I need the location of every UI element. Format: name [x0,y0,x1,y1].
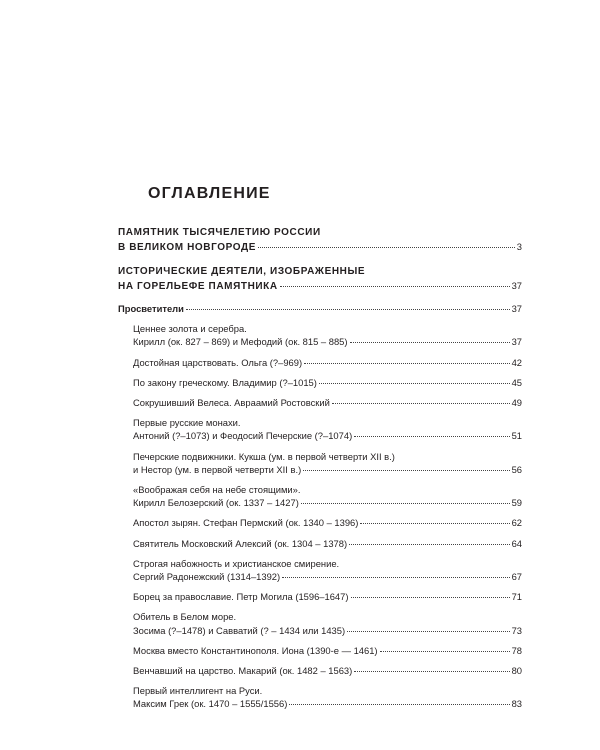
dot-leader [350,342,510,343]
page-number: 3 [516,241,522,252]
dot-leader [186,309,510,310]
page-number: 37 [511,303,522,314]
page-number: 45 [511,376,522,388]
entry-leader-row [133,516,522,529]
entry-title-line: Москва вместо Константинополя. Иона (1390-е — 1461) [133,644,378,656]
entry-leader-row [133,396,522,409]
page-number: 64 [511,537,522,549]
dot-leader [282,577,509,578]
dot-leader [380,651,510,652]
dot-leader [303,470,509,471]
dot-leader [289,704,509,705]
page-number: 67 [511,571,522,583]
toc-category [118,302,522,315]
page-number: 37 [511,336,522,348]
entry-title-line: Строгая набожность и христианское смирение. [133,557,340,569]
entry-title-line: ИСТОРИЧЕСКИЕ ДЕЯТЕЛИ, ИЗОБРАЖЕННЫЕ [118,266,366,277]
dot-leader [347,631,509,632]
page-number: 49 [511,397,522,409]
entry-leader-row [118,240,522,255]
dot-leader [349,544,509,545]
entry-leader-row [133,496,522,509]
page-number: 71 [511,591,522,603]
dot-leader [280,286,510,287]
toc-section [118,226,522,255]
entry-leader-row [133,624,522,637]
entry-title-line: НА ГОРЕЛЬЕФЕ ПАМЯТНИКА [118,281,278,292]
entry-title-line: Борец за православие. Петр Могила (1596–1647) [133,591,349,603]
page-title: ОГЛАВЛЕНИЕ [148,185,271,202]
toc-entry [118,322,522,348]
entry-leader-row [133,376,522,389]
entry-leader-row [118,302,522,315]
dot-leader [304,363,509,364]
toc-entry [118,376,522,389]
entry-leader-row [133,697,522,710]
entry-leader-row [133,644,522,657]
page-number: 80 [511,665,522,677]
toc-entry [118,644,522,657]
entry-title-line: Ценнее золота и серебра. [133,323,247,335]
entry-leader-row [133,664,522,677]
toc-entry [118,684,522,710]
entry-title-line: Печерские подвижники. Кукша (ум. в первой четверти XII в.) [133,450,395,462]
toc-entry [118,396,522,409]
toc-entry [118,557,522,583]
toc-entry [118,664,522,677]
entry-title-line: Зосима (?–1478) и Савватий (? – 1434 или 1435) [133,624,346,636]
dot-leader [332,403,510,404]
entry-title-line: «Воображая себя на небе стоящими». [133,484,301,496]
entry-title-line: Кирилл (ок. 827 – 869) и Мефодий (ок. 815 – 885) [133,336,348,348]
entry-title-line: Антоний (?–1073) и Феодосий Печерские (?–1074) [133,430,353,442]
toc-entry [118,590,522,603]
entry-title-line: Сокрушивший Велеса. Авраамий Ростовский [133,397,330,409]
entry-title-line: Кирилл Белозерский (ок. 1337 – 1427) [133,497,299,509]
page-number: 62 [511,517,522,529]
entry-title-line: По закону греческому. Владимир (?–1015) [133,376,317,388]
entry-title-line: В ВЕЛИКОМ НОВГОРОДЕ [118,242,257,253]
entry-title-line: Первый интеллигент на Руси. [133,685,263,697]
dot-leader [360,523,509,524]
entry-leader-row [133,590,522,603]
page-number: 83 [511,698,522,710]
dot-leader [354,436,509,437]
page-number: 51 [511,430,522,442]
entry-title-line: Святитель Московский Алексий (ок. 1304 – 1378) [133,537,348,549]
entry-title-line: Апостол зырян. Стефан Пермский (ок. 1340 – 1396) [133,517,359,529]
entry-leader-row [133,537,522,550]
entry-title-line: и Нестор (ум. в первой четверти XII в.) [133,463,302,475]
page-number: 78 [511,644,522,656]
entry-title-line: Просветители [118,303,184,314]
toc-entry [118,537,522,550]
table-of-contents [118,226,522,711]
page-number: 59 [511,497,522,509]
entry-title-line: Максим Грек (ок. 1470 – 1555/1556) [133,698,288,710]
toc-entry [118,450,522,476]
toc-entry [118,416,522,442]
dot-leader [351,597,510,598]
page-number: 37 [511,280,522,291]
entry-leader-row [118,279,522,294]
entry-leader-row [133,356,522,369]
toc-entry [118,483,522,509]
entry-title-line: Сергий Радонежский (1314–1392) [133,571,281,583]
entry-leader-row [133,463,522,476]
entry-title-line: Обитель в Белом море. [133,611,237,623]
entry-leader-row [133,335,522,348]
page-number: 73 [511,624,522,636]
page-number: 56 [511,463,522,475]
entry-title-line: Достойная царствовать. Ольга (?–969) [133,356,303,368]
toc-section [118,265,522,294]
entry-leader-row [133,570,522,583]
dot-leader [319,383,510,384]
dot-leader [258,247,515,248]
entry-title-line: Первые русские монахи. [133,417,241,429]
toc-entry [118,356,522,369]
page-number: 42 [511,356,522,368]
dot-leader [301,503,510,504]
dot-leader [354,671,509,672]
entry-leader-row [133,429,522,442]
toc-entry [118,610,522,636]
toc-entry [118,516,522,529]
entry-title-line: ПАМЯТНИК ТЫСЯЧЕЛЕТИЮ РОССИИ [118,227,321,238]
entry-title-line: Венчавший на царство. Макарий (ок. 1482 – 1563) [133,665,353,677]
